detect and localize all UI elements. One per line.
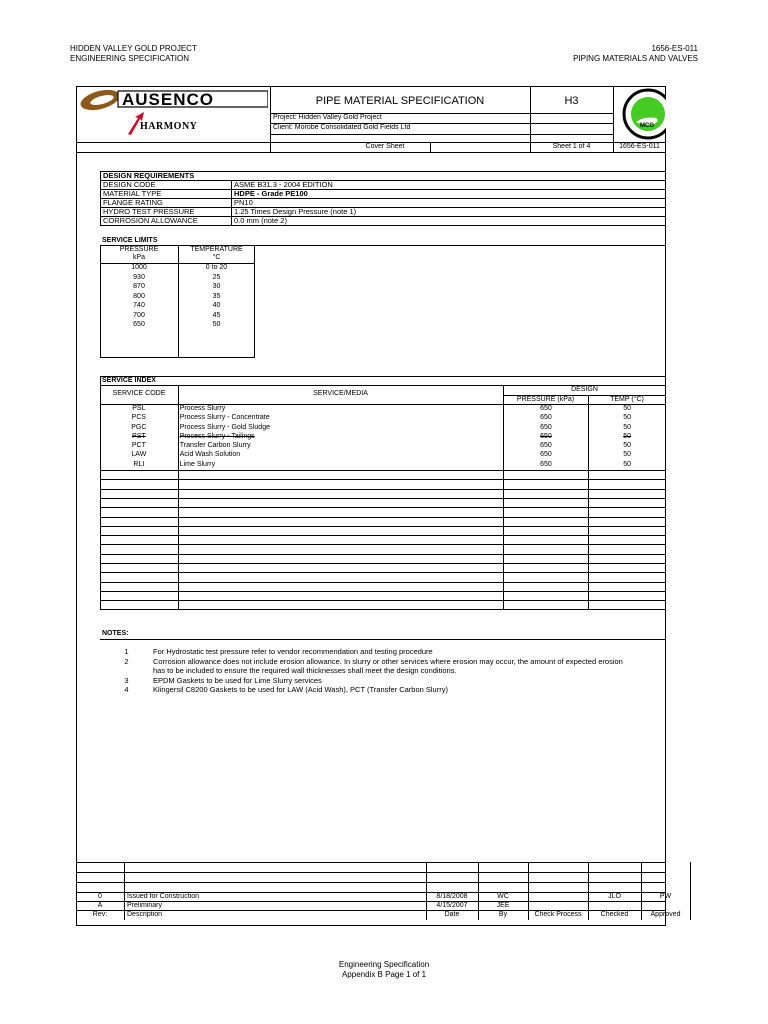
note-number: 2	[124, 656, 129, 666]
note-text: Klingersil C8200 Gaskets to be used for LAW (Acid Wash), PCT (Transfer Carbon Slurry)	[153, 685, 448, 694]
project-name: HIDDEN VALLEY GOLD PROJECT	[70, 44, 197, 53]
note-item	[100, 647, 666, 657]
note-text: Corrosion allowance does not include erosion allowance. In slurry or other services where erosion may occur, the amount of expected erosion	[153, 656, 623, 666]
ausenco-logo	[78, 88, 268, 140]
table-row	[100, 450, 666, 459]
client-line: Client: Morobe Consolidated Gold Fields Ltd	[273, 124, 411, 131]
service-media: Lime Slurry	[179, 460, 216, 468]
page-title: PIPE MATERIAL SPECIFICATION	[315, 95, 485, 107]
note-item	[100, 676, 666, 686]
service-code: PSL	[132, 405, 146, 412]
temperature-unit: °C	[212, 254, 221, 261]
service-index-heading: SERVICE INDEX	[102, 377, 156, 384]
rev-checked	[588, 901, 641, 910]
service-code: PST	[132, 432, 146, 440]
doc-type: ENGINEERING SPECIFICATION	[70, 54, 189, 63]
sheet-doc-number: 1656-ES-011	[619, 143, 660, 150]
design-pressure: 650	[540, 451, 552, 459]
empty-row-rule	[100, 572, 666, 573]
service-limits-heading: SERVICE LIMITS	[102, 237, 158, 244]
design-temp: 50	[623, 432, 632, 440]
description-col-header: Description	[127, 911, 163, 918]
design-temp: 50	[623, 460, 632, 468]
temperature-value: 0 to 20	[205, 264, 228, 271]
design-pressure: 650	[540, 442, 552, 450]
service-media: Process Slurry - Concentrate	[179, 414, 270, 422]
design-temp: 50	[623, 451, 632, 459]
doc-number: 1656-ES-011	[651, 44, 698, 53]
empty-row-rule	[100, 498, 666, 499]
service-code: PGC	[131, 423, 147, 431]
design-pressure: 650	[540, 414, 552, 422]
empty-row-rule	[100, 489, 666, 490]
page-footer	[0, 960, 768, 980]
table-row	[100, 312, 255, 322]
note-number: 1	[124, 647, 129, 656]
req-value: PN10	[232, 199, 666, 208]
service-index-rows	[100, 404, 666, 469]
table-row	[100, 274, 255, 284]
empty-row-rule	[100, 479, 666, 480]
table-row	[100, 293, 255, 303]
table-row	[100, 321, 255, 331]
temperature-value: 30	[212, 283, 221, 290]
design-pressure: 650	[540, 423, 552, 431]
sheet-name: Cover Sheet	[365, 143, 405, 150]
rev-approved	[641, 901, 690, 910]
req-label: HYDRO TEST PRESSURE	[101, 208, 232, 217]
rev-by: WC	[497, 893, 509, 900]
header-right	[573, 44, 698, 64]
empty-row-rule	[100, 517, 666, 518]
notes-heading: NOTES:	[102, 630, 129, 637]
table-row	[101, 217, 666, 226]
req-label: DESIGN CODE	[101, 181, 232, 190]
table-row	[100, 460, 666, 469]
revision-header-row	[76, 910, 690, 920]
req-value: 1.25 Times Design Pressure (note 1)	[232, 208, 666, 217]
service-media: Acid Wash Solution	[179, 451, 241, 459]
pressure-col-header: PRESSURE	[119, 246, 159, 253]
design-pressure: 650	[540, 405, 552, 412]
service-code: PCS	[131, 414, 147, 422]
note-item	[100, 685, 666, 695]
service-media: Transfer Carbon Slurry	[179, 442, 251, 450]
service-code: PCT	[131, 442, 146, 450]
revision-block	[76, 862, 681, 920]
pressure-value: 930	[133, 273, 145, 281]
rev-number: 0	[98, 893, 102, 900]
footer-line2: Appendix B Page 1 of 1	[341, 970, 427, 979]
service-media: Process Slurry - Gold Sludge	[179, 423, 270, 431]
req-label: FLANGE RATING	[101, 199, 232, 208]
note-item	[100, 666, 666, 676]
notes-rule	[100, 639, 666, 640]
by-col-header: By	[498, 911, 508, 918]
pressure-col-header: PRESSURE (kPa)	[516, 396, 575, 403]
pressure-value: 1000	[131, 264, 147, 271]
rev-check-process	[528, 901, 588, 910]
note-number: 4	[124, 685, 129, 694]
rev-description: Preliminary	[127, 902, 163, 909]
rev-checked: JLO	[608, 893, 621, 900]
empty-row-rule	[100, 554, 666, 555]
seal-text: MCG	[640, 123, 654, 129]
logo-sub-text: HARMONY	[140, 121, 198, 132]
temperature-value: 50	[212, 321, 221, 328]
pressure-value: 740	[133, 302, 145, 309]
table-row	[100, 302, 255, 312]
note-number	[100, 666, 153, 676]
date-col-header: Date	[444, 911, 460, 918]
temperature-value: 25	[212, 273, 221, 281]
temperature-value: 35	[212, 292, 221, 300]
rev-by: JEE	[496, 902, 510, 909]
rev-description: Issued for Construction	[127, 893, 199, 900]
empty-row-rule	[100, 600, 666, 601]
temperature-col-header: TEMPERATURE	[190, 246, 243, 253]
mcg-seal	[620, 88, 666, 140]
rev-approved: PW	[659, 893, 672, 900]
empty-row-rule	[100, 526, 666, 527]
empty-row-rule	[100, 507, 666, 508]
table-row	[100, 283, 255, 293]
service-media: Process Slurry - Tailings	[179, 432, 255, 440]
empty-row-rule	[100, 591, 666, 592]
req-value: 0.0 mm (note 2)	[232, 217, 666, 226]
empty-row-rule	[100, 582, 666, 583]
note-text: has to be included to ensure the required wall thicknesses shall meet the design conditions.	[153, 666, 457, 675]
design-pressure: 650	[540, 460, 552, 468]
design-temp: 50	[623, 442, 632, 450]
rev-date: 8/18/2008	[436, 893, 468, 900]
req-value: ASME B31.3 - 2004 EDITION	[232, 181, 666, 190]
checked-col-header: Checked	[600, 911, 629, 918]
service-code: LAW	[131, 451, 147, 459]
note-text: For Hydrostatic test pressure refer to vendor recommendation and testing procedure	[153, 647, 433, 656]
table-row	[100, 264, 255, 274]
table-row	[101, 181, 666, 190]
table-row	[100, 413, 666, 422]
design-pressure: 650	[540, 432, 552, 440]
empty-row-rule	[100, 535, 666, 536]
pressure-unit: kPa	[132, 254, 146, 261]
temperature-value: 40	[212, 302, 221, 309]
table-row	[101, 190, 666, 199]
pressure-value: 800	[133, 292, 145, 300]
notes-list	[100, 647, 666, 695]
project-line: Project: Hidden Valley Gold Project	[273, 114, 382, 121]
doc-subject: PIPING MATERIALS AND VALVES	[573, 54, 698, 63]
design-requirements-heading: DESIGN REQUIREMENTS	[101, 172, 666, 181]
note-text: EPDM Gaskets to be used for Lime Slurry services	[153, 675, 322, 685]
revision-row	[76, 892, 690, 901]
title-block-hline	[270, 134, 613, 135]
footer-line1: Engineering Specification	[338, 960, 430, 969]
mcg-seal-icon	[620, 88, 666, 140]
note-number: 3	[124, 675, 129, 685]
table-row-struck	[100, 432, 666, 441]
empty-row-rule	[100, 470, 666, 471]
table-row	[100, 404, 666, 413]
header-left	[70, 44, 197, 64]
spec-code: H3	[564, 95, 579, 107]
sheet-number: Sheet 1 of 4	[552, 143, 591, 150]
req-label: MATERIAL TYPE	[101, 190, 232, 199]
rev-check-process	[528, 892, 588, 901]
title-block-divider	[76, 152, 666, 153]
pressure-value: 650	[133, 321, 145, 328]
logo-main-text: AUSENCO	[122, 90, 215, 109]
rev-number: A	[97, 902, 103, 909]
design-requirements-table	[100, 171, 666, 226]
req-label: CORROSION ALLOWANCE	[101, 217, 232, 226]
req-value: HDPE - Grade PE100	[232, 190, 666, 199]
service-media-col-header: SERVICE/MEDIA	[313, 390, 368, 397]
note-item	[100, 657, 666, 667]
table-row	[100, 423, 666, 432]
service-media: Process Slurry	[179, 405, 226, 412]
table-row	[100, 441, 666, 450]
service-code-col-header: SERVICE CODE	[112, 390, 166, 397]
pressure-value: 700	[133, 311, 145, 319]
rev-date: 4/15/2007	[436, 902, 468, 909]
empty-row-rule	[100, 544, 666, 545]
pressure-value: 870	[133, 283, 145, 290]
service-code: RLI	[133, 460, 145, 468]
empty-row-rule	[100, 563, 666, 564]
check-process-col-header: Check Process	[534, 911, 582, 918]
design-temp: 50	[623, 423, 632, 431]
design-temp: 50	[623, 414, 632, 422]
approved-col-header: Approved	[650, 911, 681, 918]
design-temp: 50	[623, 405, 632, 412]
service-limits-rows	[100, 264, 255, 331]
temperature-value: 45	[212, 311, 221, 319]
temp-col-header: TEMP (°C)	[610, 396, 644, 403]
revision-row	[76, 901, 690, 910]
design-col-header: DESIGN	[571, 386, 598, 393]
rev-col-header: Rev:	[92, 911, 108, 918]
